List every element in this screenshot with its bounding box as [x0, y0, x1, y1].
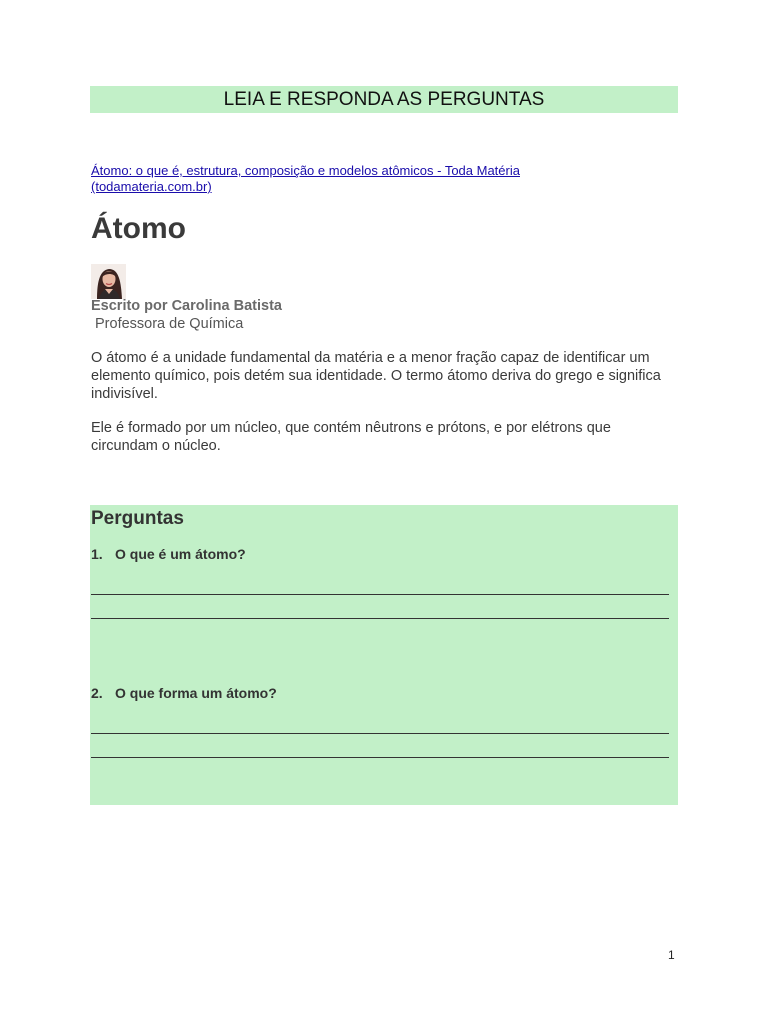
author-avatar	[91, 264, 126, 299]
question-text: O que é um átomo?	[115, 546, 246, 562]
author-role: Professora de Química	[95, 316, 244, 332]
author-name: Escrito por Carolina Batista	[91, 298, 282, 314]
question-number: 1.	[91, 546, 103, 562]
questions-heading: Perguntas	[91, 508, 184, 529]
answer-line[interactable]	[91, 594, 669, 595]
banner-title: LEIA E RESPONDA AS PERGUNTAS	[223, 89, 545, 110]
question-2	[91, 684, 277, 702]
source-link[interactable]: Átomo: o que é, estrutura, composição e modelos atômicos - Toda Matéria (todamateria.com.br)	[91, 163, 520, 194]
header-banner	[90, 86, 678, 113]
question-text: O que forma um átomo?	[115, 685, 277, 701]
question-1	[91, 545, 246, 563]
questions-section	[90, 505, 678, 805]
article-title: Átomo	[91, 212, 186, 245]
article-paragraph-1: O átomo é a unidade fundamental da matéria e a menor fração capaz de identificar um elemento químico, pois detém sua identidade. O termo átomo deriva do grego e significa indivisível.	[91, 350, 661, 402]
answer-line[interactable]	[91, 618, 669, 619]
page-number: 1	[668, 948, 675, 962]
question-number: 2.	[91, 685, 103, 701]
article-paragraph-2: Ele é formado por um núcleo, que contém nêutrons e prótons, e por elétrons que circundam o núcleo.	[91, 420, 611, 454]
answer-line[interactable]	[91, 733, 669, 734]
answer-line[interactable]	[91, 757, 669, 758]
